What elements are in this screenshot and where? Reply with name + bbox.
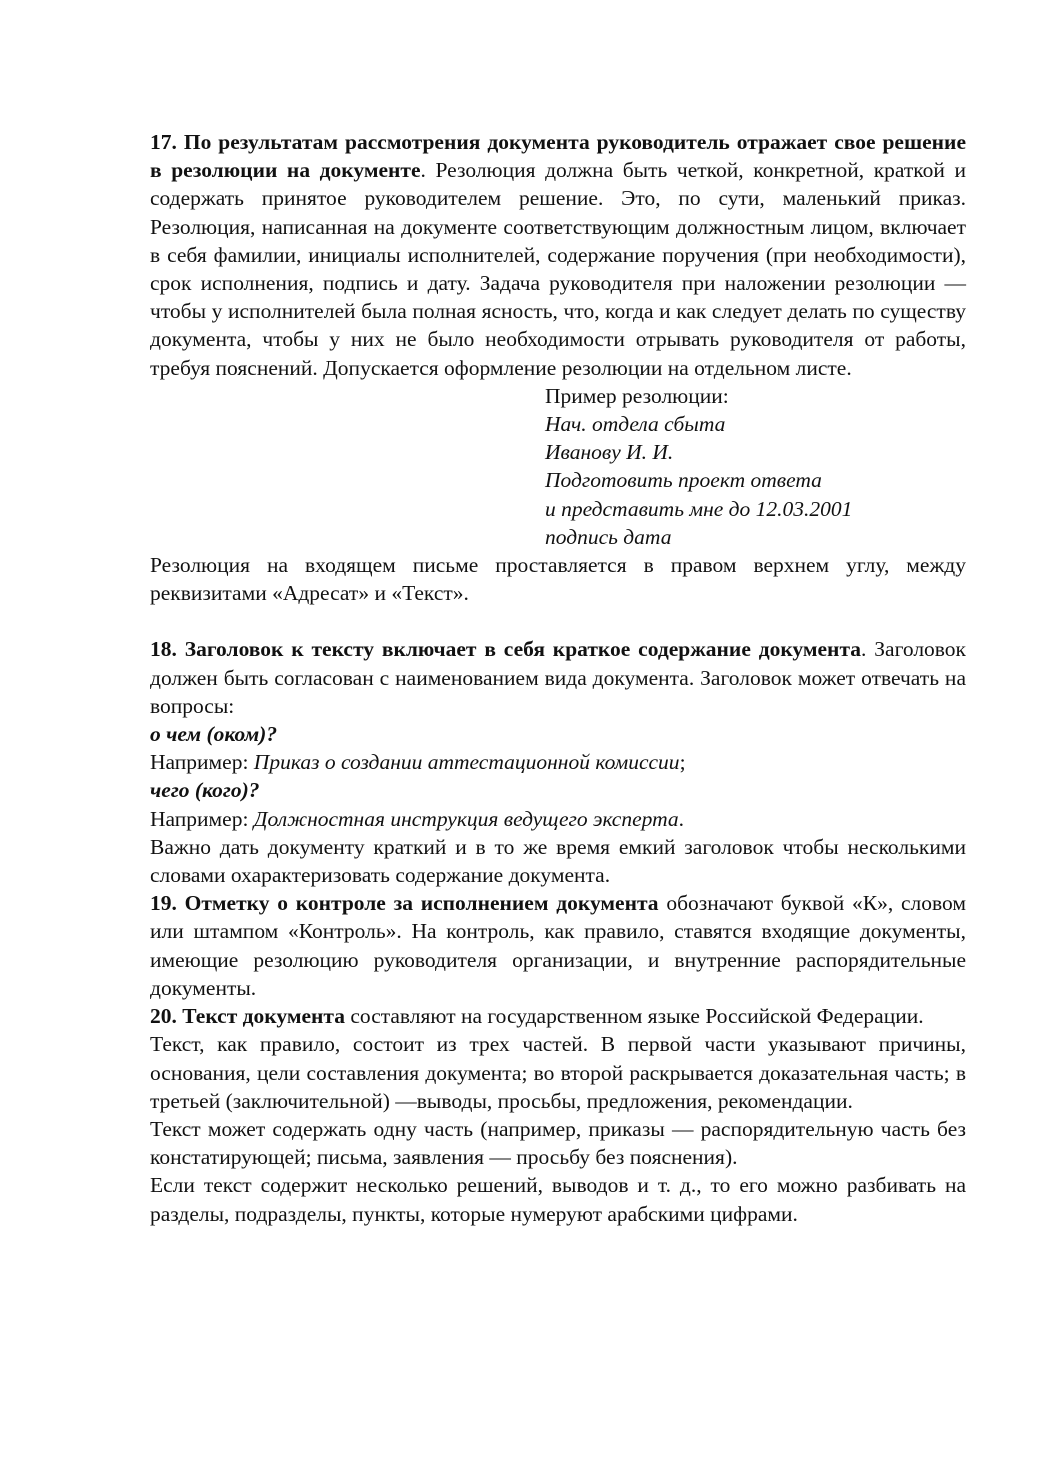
section-17-paragraph — [150, 128, 966, 382]
section-18-question-1: о чем (оком)? — [150, 722, 278, 747]
section-20-heading: 20. Текст документа — [150, 1004, 345, 1029]
section-20-para-2: Текст, как правило, состоит из трех частей. В первой части указывают причины, основания, цели составления документа; во второй раскрывается доказательная часть; в третьей (заключительной) —выводы, просьбы, предложения, рекомендации. — [150, 1032, 966, 1113]
section-20-body: составляют на государственном языке Российской Федерации. — [344, 1004, 924, 1029]
section-20-para-3: Текст может содержать одну часть (например, приказы — распорядительную часть без констатирующей; письма, заявления — просьбу без пояснения). — [150, 1116, 966, 1170]
resolution-line-5: подпись дата — [545, 524, 672, 549]
section-18-question-2: чего (кого)? — [150, 778, 260, 803]
section-19-paragraph — [150, 889, 966, 1002]
section-18-heading-tail: . — [861, 637, 867, 662]
example-2-text: Должностная инструкция ведущего эксперта — [253, 806, 679, 831]
resolution-example-title: Пример резолюции: — [545, 383, 729, 408]
section-18-question-1-line — [150, 720, 966, 748]
section-20-paragraph — [150, 1002, 966, 1030]
section-18-paragraph — [150, 635, 966, 720]
resolution-line-4: и представить мне до 12.03.2001 — [545, 496, 853, 521]
section-18-closing: Важно дать документу краткий и в то же время емкий заголовок чтобы несколькими словами охарактеризовать содержание документа. — [150, 834, 966, 888]
resolution-line-1: Нач. отдела сбыта — [545, 412, 726, 437]
document-page — [150, 128, 966, 1228]
resolution-line-2: Иванову И. И. — [545, 440, 674, 465]
example-2-prefix: Например: — [150, 806, 254, 831]
example-1-suffix: ; — [679, 750, 686, 775]
example-1-text: Приказ о создании аттестационной комиссии — [253, 750, 680, 775]
section-19-heading: 19. Отметку о контроле за исполнением документа — [150, 891, 659, 916]
section-18-heading: 18. Заголовок к тексту включает в себя краткое содержание документа — [150, 637, 862, 662]
section-20-para-4: Если текст содержит несколько решений, выводов и т. д., то его можно разбивать на разделы, подразделы, пункты, которые нумеруют арабскими цифрами. — [150, 1173, 966, 1226]
section-17-after-example: Резолюция на входящем письме проставляется в правом верхнем углу, между реквизитами «Адресат» и «Текст». — [150, 553, 966, 606]
section-17-heading: 17. По результатам рассмотрения документа руководитель отражает свое решение в резолюции на документе — [150, 130, 966, 183]
section-18-question-2-line — [150, 776, 966, 804]
section-19-body: обозначают буквой «К», словом или штампом «Контроль». На контроль, как правило, ставятся входящие документы, имеющие резолюцию руководителя организации, и внутренние распорядительные документы. — [150, 891, 966, 1000]
section-18-body: Заголовок должен быть согласован с наименованием вида документа. Заголовок может отвечать на вопросы: — [150, 637, 966, 718]
section-18-example-2 — [150, 805, 966, 833]
example-2-suffix: . — [678, 806, 684, 831]
section-18-example-1 — [150, 748, 966, 776]
resolution-line-3: Подготовить проект ответа — [545, 468, 822, 493]
resolution-example — [545, 382, 966, 551]
example-1-prefix: Например: — [150, 750, 254, 775]
section-gap — [150, 607, 966, 635]
section-17-body: . Резолюция должна быть четкой, конкретной, краткой и содержать принятое руководителем решение. Это, по сути, маленький приказ. Резолюция, написанная на документе соответствующим должностным лицом, включает в себя фамилии, инициалы исполнителей, содержание поручения (при необходимости), срок исполнения, подпись и дату. Задача руководителя при наложении резолюции — чтобы у исполнителей была полная ясность, что, когда и как следует делать по существу документа, чтобы у них не было необходимости отрывать руководителя от работы, требуя пояснений. Допускается оформление резолюции на отдельном листе. — [150, 158, 966, 380]
